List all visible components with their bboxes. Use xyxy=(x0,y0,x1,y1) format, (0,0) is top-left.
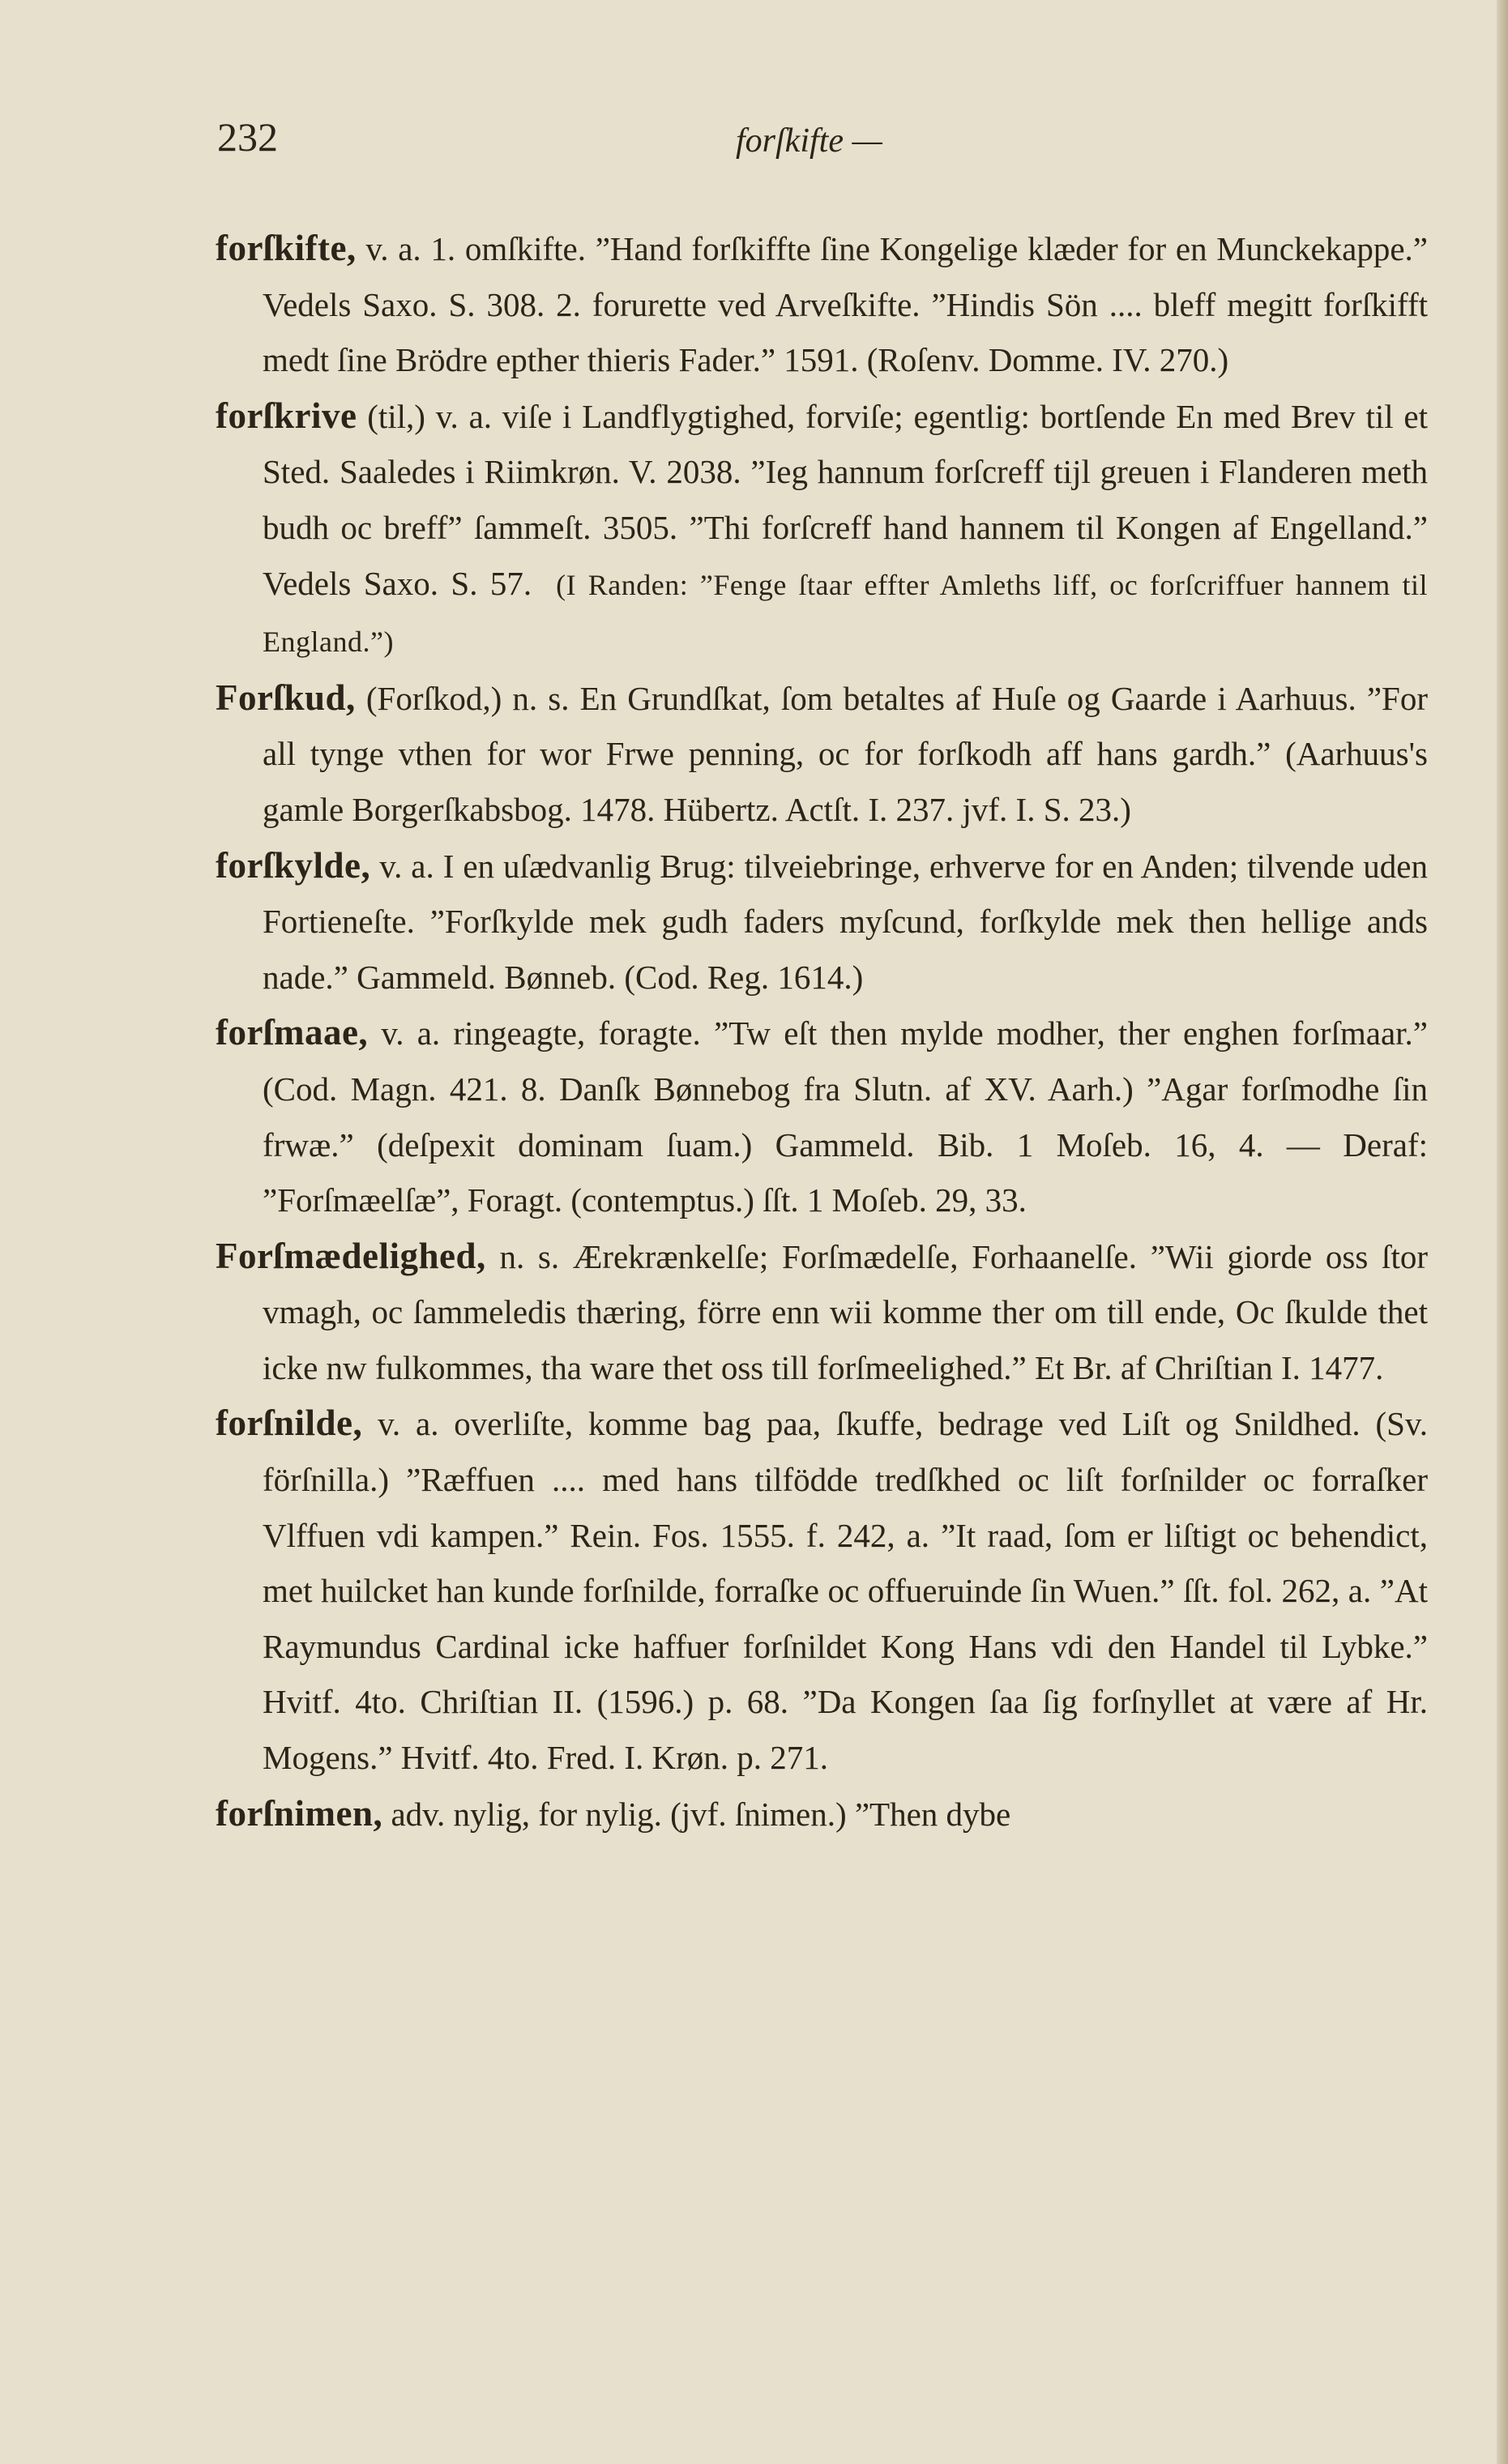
headword: Forſmædelighed, xyxy=(216,1235,486,1276)
dictionary-column xyxy=(216,220,1428,1842)
headword: forſkrive xyxy=(216,395,357,436)
headword: forſkifte, xyxy=(216,228,357,268)
entry-body: adv. nylig, for nylig. (jvf. ſnimen.) ”Then dybe xyxy=(382,1795,1011,1833)
headword: forſnilde, xyxy=(216,1403,363,1444)
entry-forsnilde xyxy=(216,1395,1428,1785)
entry-forsmaedelighed xyxy=(216,1228,1428,1396)
page-edge xyxy=(1497,0,1508,2464)
entry-forskud xyxy=(216,670,1428,838)
entry-body: v. a. 1. omſkifte. ”Hand forſkiffte ſine Kongelige klæder for en Munckekappe.” Vedels Saxo. S. 308. 2. forurette ved Arveſkifte. ”Hindis Sön .... bleff megitt forſkifft medt ſine Brödre epther thieris Fader.” 1591. (Roſenv. Domme. IV. 270.) xyxy=(263,230,1428,379)
headword: forſnimen, xyxy=(216,1792,383,1834)
entry-forskrive xyxy=(216,388,1428,670)
entry-body: (Forſkod,) n. s. En Grundſkat, ſom betaltes af Huſe og Gaarde i Aarhuus. ”For all tynge vthen for wor Frwe penning, oc for forſkodh aff hans gardh.” (Aarhuus's gamle Borgerſkabsbog. 1478. Hübertz. Actſt. I. 237. jvf. I. S. 23.) xyxy=(263,679,1428,828)
headword: forſkylde, xyxy=(216,844,371,886)
page-header xyxy=(217,113,1411,178)
entry-body: v. a. I en uſædvanlig Brug: tilveiebringe, erhverve for en Anden; tilvende uden Fortieneſte. ”Forſkylde mek gudh faders myſcund, forſkylde mek then hellige ands nade.” Gammeld. Bønneb. (Cod. Reg. 1614.) xyxy=(263,847,1428,996)
entry-body: (til,) v. a. viſe i Landflygtighed, forviſe; egentlig: bortſende En med Brev til et Sted. Saaledes i Riimkrøn. V. 2038. ”Ieg hannum forſcreff tijl greuen i Flanderen meth budh oc breff” ſammeſt. 3505. ”Thi forſcreff hand hannem til Kongen af Engelland.” Vedels Saxo. S. 57. xyxy=(263,397,1428,602)
page-number: 232 xyxy=(217,114,278,160)
headword: Forſkud, xyxy=(216,677,356,718)
headword: forſmaae, xyxy=(216,1012,369,1053)
entry-body: n. s. Ærekrænkelſe; Forſmædelſe, Forhaanelſe. ”Wii giorde oss ſtor vmagh, oc ſammeledis thæring, förre enn wii komme ther om till ende, Oc ſkulde thet icke nw fulkommes, tha ware thet oss till forſmeelighed.” Et Br. af Chriſtian I. 1477. xyxy=(263,1237,1428,1386)
entry-forsmaae xyxy=(216,1005,1428,1228)
entry-forskifte xyxy=(216,220,1428,388)
running-head: forſkifte — xyxy=(736,122,882,160)
margin-citation: (I Randen: ”Fenge ſtaar effter Amleths liff, oc forſcriffuer hannem til England.”) xyxy=(263,568,1428,659)
entry-forsnimen xyxy=(216,1786,1428,1843)
entry-body: v. a. overliſte, komme bag paa, ſkuffe, bedrage ved Liſt og Snildhed. (Sv. förſnilla.) ”Ræffuen .... med hans tilfödde tredſkhed oc liſt forſnilder oc forraſker Vlffuen vdi kampen.” Rein. Fos. 1555. f. 242, a. ”It raad, ſom er liſtigt oc behendict, met huilcket han kunde forſnilde, forraſke oc offueruinde ſin Wuen.” ſſt. fol. 262, a. ”At Raymundus Cardinal icke haffuer forſnildet Kong Hans vdi den Handel til Lybke.” Hvitf. 4to. Chriſtian II. (1596.) p. 68. ”Da Kongen ſaa ſig forſnyllet at være af Hr. Mogens.” Hvitf. 4to. Fred. I. Krøn. p. 271. xyxy=(263,1405,1428,1777)
entry-forskylde xyxy=(216,838,1428,1006)
entry-body: v. a. ringeagte, foragte. ”Tw eſt then mylde modher, ther enghen forſmaar.” (Cod. Magn. 421. 8. Danſk Bønnebog fra Slutn. af XV. Aarh.) ”Agar forſmodhe ſin frwæ.” (deſpexit dominam ſuam.) Gammeld. Bib. 1 Moſeb. 16, 4. — Deraf: ”Forſmæelſæ”, Foragt. (contemptus.) ſſt. 1 Moſeb. 29, 33. xyxy=(263,1014,1428,1219)
